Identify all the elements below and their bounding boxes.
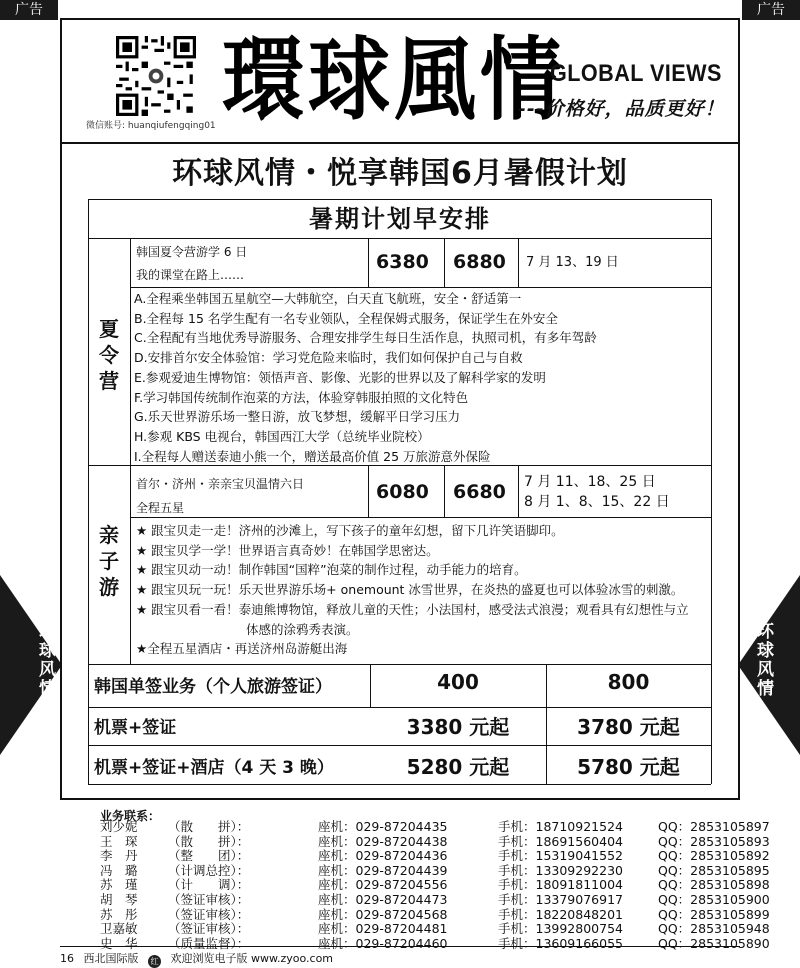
edition-name: 西北国际版 [83,952,139,965]
family-tour-label: 亲子游 [99,523,119,599]
contact-qq: QQ：2853105892 [658,848,770,864]
list-item: A.全程乘坐韩国五星航空—大韩航空，白天直飞航班，安全・舒适第一 [134,291,522,306]
family-price-1: 6080 [376,481,429,503]
header-divider [60,142,740,144]
contact-phone: 座机：029-87204481 [318,921,448,937]
contact-mobile: 手机：13379076917 [498,891,623,907]
contact-role: （散 拼）： [168,819,250,834]
page-number: 16 [60,952,74,965]
row-divider [88,745,711,746]
summer-feature-list [134,289,597,466]
contact-name: 胡 琴 [100,891,138,907]
contact-phone: 座机：029-87204473 [318,891,448,907]
family-feature-list [136,521,689,659]
contact-mobile: 手机：13992800754 [498,921,623,937]
subtitle-box: 暑期计划早安排 [88,199,712,239]
section-divider [88,664,711,665]
summer-camp-label: 夏令营 [99,317,119,393]
slogan: ---价格好，品质更好！ [518,98,725,120]
contact-row [100,908,778,923]
contact-qq: QQ：2853105898 [658,877,770,893]
side-banner-right: 环球风情 [753,622,773,698]
list-item: C.全程配有当地优秀导游服务、合理安排学生每日生活作息，执照司机，有多年驾龄 [134,330,597,346]
col-divider [444,238,445,287]
pricing-package-price-2: 5780 元起 [577,755,680,779]
wechat-caption: 微信账号: huanqiufengqing01 [86,121,216,131]
contact-qq: QQ：2853105890 [658,935,770,951]
col-divider [518,465,519,517]
col-divider [368,238,369,287]
contact-mobile: 手机：15319041552 [498,848,623,864]
contact-name: 苏 彤 [100,906,138,922]
pricing-flight-visa-price-2: 3780 元起 [577,715,680,739]
summer-price-2: 6880 [453,251,506,273]
summer-product-name: 韩国夏令营游学 6 日 [136,245,248,259]
footer-divider [60,946,740,947]
col-divider [444,465,445,517]
qr-code-icon [112,36,200,116]
contact-name: 苏 瑾 [100,877,138,893]
row-divider [130,517,711,518]
pricing-visa-price-2: 800 [607,670,650,694]
contact-qq: QQ：2853105895 [658,862,770,878]
brand-english: GLOBAL VIEWS [550,60,722,87]
row-divider [88,707,711,708]
pricing-visa-price-1: 400 [437,670,479,694]
list-item: ★全程五星酒店・再送济州岛游艇出海 [136,641,348,657]
edition-badge-icon: 红 [148,955,161,968]
contact-mobile: 手机：13309292230 [498,862,623,878]
contact-role: （整 团）： [168,848,250,864]
contact-row [100,820,778,835]
contact-role: （计 调）： [168,877,250,893]
main-title: 环球风情・悦享韩国6月暑假计划 [172,156,628,191]
summer-dates: 7 月 13、19 日 [526,255,619,270]
contact-role: （质量监督）： [168,935,250,951]
summer-product-tagline: 我的课堂在路上…… [136,268,245,282]
table-right-border [711,238,712,664]
contact-phone: 座机：029-87204436 [318,848,448,864]
contact-role: （计调总控）： [168,862,250,878]
list-item-continuation: 体感的涂鸦秀表演。 [246,621,359,637]
page-footer [60,950,333,968]
contact-phone: 座机：029-87204460 [318,935,448,951]
pricing-package-price-1: 5280 元起 [406,755,510,779]
contact-mobile: 手机：18710921524 [498,819,623,834]
brand-logo-text: 環球風情 [222,27,567,133]
contact-qq: QQ：2853105948 [658,921,770,937]
contact-mobile: 手机：18691560404 [498,833,623,849]
family-product-name: 首尔・济州・亲亲宝贝温情六日 [136,477,305,491]
col-divider [518,238,519,287]
contacts-list [100,820,778,951]
col-divider [711,664,712,784]
contact-mobile: 手机：18220848201 [498,906,623,922]
list-item: E.参观爱迪生博物馆：领悟声音、影像、光影的世界以及了解科学家的发明 [134,369,546,385]
list-item: F.学习韩国传统制作泡菜的方法，体验穿韩服拍照的文化特色 [134,389,469,405]
contact-row [100,864,778,879]
contact-phone: 座机：029-87204438 [318,833,448,849]
contact-role: （散 拼）： [168,833,250,849]
side-banner-left: 环球风情 [35,622,55,698]
family-dates-1: 7 月 11、18、25 日 [524,474,656,490]
family-product-tagline: 全程五星 [136,501,185,515]
list-item: I.全程每人赠送泰迪小熊一个，赠送最高价值 25 万旅游意外保险 [134,448,491,464]
family-dates-2: 8 月 1、8、15、22 日 [524,494,670,510]
contact-row [100,849,778,864]
contact-mobile: 手机：18091811004 [498,877,623,893]
ad-tag-left: 广告 [0,0,58,20]
list-item: ★ 跟宝贝走一走！济州的沙滩上，写下孩子的童年幻想，留下几许笑语脚印。 [136,523,564,538]
table-left-border [88,238,89,664]
row-divider [88,784,711,785]
contact-role: （签证审核）： [168,921,250,937]
pricing-label-package: 机票+签证+酒店（4 天 3 晚） [94,758,334,778]
family-price-2: 6680 [453,481,506,503]
list-item: ★ 跟宝贝学一学！世界语言真奇妙！在韩国学思密达。 [136,542,439,558]
list-item: ★ 跟宝贝动一动！制作韩国“国粹”泡菜的制作过程，动手能力的培育。 [136,562,527,578]
list-item: B.全程每 15 名学生配有一名专业领队，全程保姆式服务，保证学生在外安全 [134,310,558,326]
row-divider [130,287,711,288]
contact-qq: QQ：2853105899 [658,906,770,922]
col-divider [88,664,89,784]
table-label-divider [130,238,131,664]
contact-name: 刘少妮 [100,819,138,834]
list-item: D.安排首尔安全体验馆：学习党危险来临时，我们如何保护自己与自救 [134,350,523,366]
contact-name: 王 琛 [100,833,138,849]
contact-phone: 座机：029-87204568 [318,906,448,922]
contact-name: 卫嘉敏 [100,921,138,937]
contact-name: 李 丹 [100,848,138,864]
col-divider [368,465,369,517]
contacts-title: 业务联系： [100,809,161,823]
contact-row [100,922,778,937]
contact-phone: 座机：029-87204439 [318,862,448,878]
list-item: ★ 跟宝贝玩一玩！乐天世界游乐场+ onemount 冰雪世界，在炎热的盛夏也可以体验冰雪的刺激。 [136,582,684,598]
contact-name: 冯 璐 [100,862,138,878]
list-item: G.乐天世界游乐场一整日游，放飞梦想，缓解平日学习压力 [134,409,461,425]
contact-phone: 座机：029-87204556 [318,877,448,893]
summer-price-1: 6380 [376,251,429,273]
contact-role: （签证审核）： [168,906,250,922]
list-item: H.参观 KBS 电视台，韩国西江大学（总统毕业院校） [134,428,430,444]
contact-role: （签证审核）： [168,891,250,907]
footer-website-text: 欢迎浏览电子版 www.zyoo.com [170,952,334,965]
contact-qq: QQ：2853105900 [658,891,770,907]
pricing-label-flight-visa: 机票+签证 [94,718,177,738]
contact-phone: 座机：029-87204435 [318,819,448,834]
contact-row [100,878,778,893]
list-item: ★ 跟宝贝看一看！泰迪熊博物馆，释放儿童的天性；小法国村，感受法式浪漫；观看具有幻想性与立 [136,601,689,617]
contact-row [100,835,778,850]
contact-qq: QQ：2853105897 [658,819,770,834]
contact-name: 史 华 [100,935,138,951]
pricing-flight-visa-price-1: 3380 元起 [406,715,510,739]
contact-row [100,893,778,908]
pricing-label-visa: 韩国单签业务（个人旅游签证） [94,677,332,697]
ad-tag-right: 广告 [742,0,800,20]
contact-mobile: 手机：13609166055 [498,935,623,951]
contact-qq: QQ：2853105893 [658,833,770,849]
